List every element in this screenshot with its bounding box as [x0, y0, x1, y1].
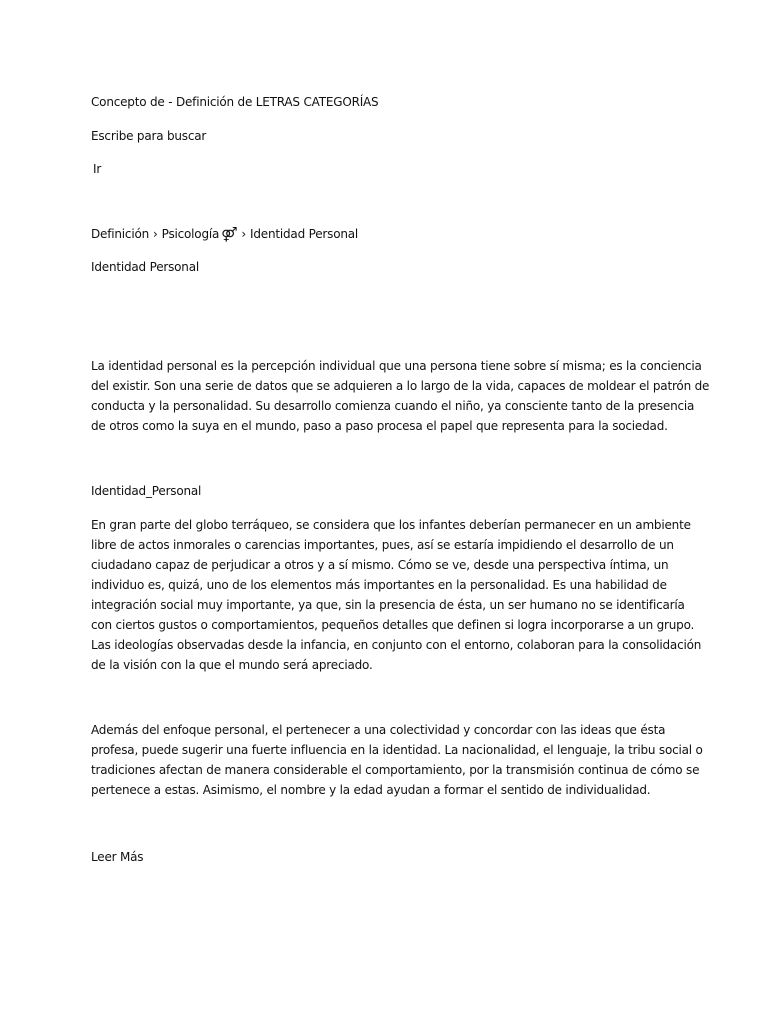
page-title: Identidad Personal	[91, 260, 199, 274]
text-line: pertenece a estas. Asimismo, el nombre y la edad ayudan a formar el sentido de individualidad.	[91, 783, 651, 797]
text-line: integración social muy importante, ya que, sin la presencia de ésta, un ser humano no se identificaría	[91, 598, 685, 612]
text-line: con ciertos gustos o comportamientos, pequeños detalles que definen si logra incorporarse a un grupo.	[91, 618, 695, 632]
text-line: individuo es, quizá, uno de los elementos más importantes en la personalidad. Es una habilidad de	[91, 578, 667, 592]
breadcrumb-item-psicologia[interactable]: Psicología	[161, 227, 220, 241]
text-line: ciudadano capaz de perjudicar a otros y a sí mismo. Cómo se ve, desde una perspectiva íntima, un	[91, 558, 669, 572]
breadcrumb-item-definicion[interactable]: Definición	[91, 227, 150, 241]
text-line: tradiciones afectan de manera considerable el comportamiento, por la transmisión continua de cómo se	[91, 763, 700, 777]
text-line: de otros como la suya en el mundo, paso a paso procesa el papel que representa para la sociedad.	[91, 419, 668, 433]
breadcrumb	[91, 224, 358, 244]
go-button[interactable]: Ir	[93, 162, 102, 176]
text-line: del existir. Son una serie de datos que se adquieren a lo largo de la vida, capaces de moldear el patrón de	[91, 379, 710, 393]
breadcrumb-item-current: Identidad Personal	[250, 227, 359, 241]
image-alt-text: Identidad_Personal	[91, 484, 202, 498]
gender-icon: ⚤	[221, 227, 238, 243]
text-line: profesa, puede sugerir una fuerte influencia en la identidad. La nacionalidad, el lenguaje, la tribu social o	[91, 743, 703, 757]
breadcrumb-separator: ›	[241, 227, 247, 241]
read-more-link[interactable]: Leer Más	[91, 850, 144, 864]
text-line: En gran parte del globo terráqueo, se considera que los infantes deberían permanecer en un ambiente	[91, 518, 691, 532]
site-title[interactable]: Concepto de - Definición de LETRAS CATEGORÍAS	[91, 95, 379, 109]
text-line: La identidad personal es la percepción individual que una persona tiene sobre sí misma; es la conciencia	[91, 359, 702, 373]
text-line: conducta y la personalidad. Su desarrollo comienza cuando el niño, ya consciente tanto de la presencia	[91, 399, 695, 413]
text-line: Las ideologías observadas desde la infancia, en conjunto con el entorno, colaboran para la consolidación	[91, 638, 702, 652]
search-input[interactable]: Escribe para buscar	[91, 129, 207, 143]
body-paragraph-2	[91, 720, 703, 800]
text-line: libre de actos inmorales o carencias importantes, pues, así se estaría impidiendo el desarrollo de un	[91, 538, 674, 552]
intro-paragraph	[91, 356, 710, 436]
text-line: Además del enfoque personal, el pertenecer a una colectividad y concordar con las ideas que ésta	[91, 723, 666, 737]
body-paragraph-1	[91, 515, 702, 675]
breadcrumb-separator: ›	[153, 227, 158, 241]
text-line: de la visión con la que el mundo será apreciado.	[91, 658, 373, 672]
